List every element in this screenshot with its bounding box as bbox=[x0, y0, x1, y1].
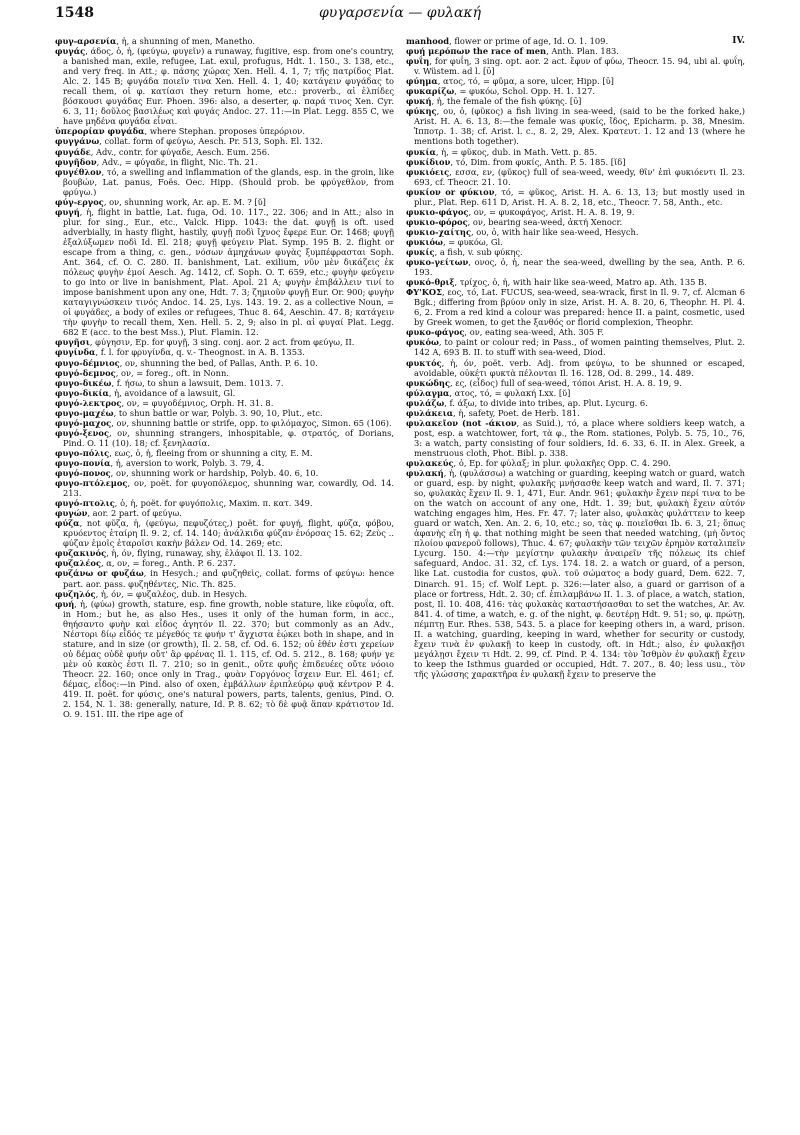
dictionary-entry: ΦΥ'ΚΟΣ, εος, τό, Lat. FUCUS, sea-weed, sea-wrack, first in Il. 9. 7, cf. Alcman 6 Bgk.; differing from βρύον only in size, Arist. H. A. 8. 20, 6, Theophr. H. Pl. 4. 6, 2. From a red kind a colour was prepared: hence II. a paint, cosmetic, used by Greek women, to get the ξανθός or florid complexion, Theophr. bbox=[406, 287, 745, 328]
dictionary-entry: φυζηλός, ἡ, όν, = φυζαλέος, dub. in Hesych. bbox=[55, 588, 248, 599]
section-label: IV. bbox=[732, 36, 745, 46]
dictionary-entry: φυή, ἡ, (φύω) growth, stature, esp. fine growth, noble stature, like εὐφυΐα, oft. in Hom.; but he, as also Hes., uses it only of the human form, in acc., θηήσαντο φυὴν καὶ εἶδος ἀγητόν Il. 22. 370; but commonly as an Adv., Νέστορι δίῳ εἶδός τε μέγεθός τε φυήν τ' ἄγχιστα ἐῴκει both in shape, and in stature, and in size (or growth), Il. 2. 58, cf. Od. 6. 152; οὐ ἑθέν ἐστι χερείων οὐ δέμας οὐδὲ φυήν οὔτ' ἂρ φρένας Il. 1. 115, cf. Od. 5. 212., 8. 168; φυήν γε μὲν οὐ κακὸς ἐστι Il. 7. 210; so in genit., οὔτε φυῆς ἐπιδευέες οὔτε νόοιο Theocr. 22. 160; once only in Trag., φυὰν Γοργόνος ἴσχειν Eur. El. 461; cf. δέμας, εἶδος:—in Pind. also of oxen, ἐμβάλλων ἐριπλεύρῳ φυᾷ κέντρον P. 4. 419. II. poët. for φύσις, one's natural powers, parts, talents, genius, Pind. O. 2. 154, N. 1. 38: generally, nature, Id. P. 8. 62; τὸ δὲ φυᾷ ἅπαν κράτιστον Id. O. 9. 151. III. the ripe age of bbox=[55, 598, 394, 720]
dictionary-entry: φυζάνω or φυζάω, in Hesych.; and φυζηθεὶς, collat. forms of φεύγω: hence part. aor. pass. φυζηθέντες, Nic. Th. 825. bbox=[55, 568, 394, 589]
dictionary-entry: φυγο-δικία, ἡ, avoidance of a lawsuit, Gl. bbox=[55, 387, 236, 398]
dictionary-entry: φυκιόω, = φυκόω, Gl. bbox=[406, 236, 503, 247]
dictionary-entry: φυκίς, a fish, v. sub φύκης. bbox=[406, 246, 523, 257]
dictionary-entry: φυγῆδον, Adv., = φύγαδε, in flight, Nic. Th. 21. bbox=[55, 156, 258, 167]
dictionary-entry: φυγγάνω, collat. form of φεύγω, Aesch. Pr. 513, Soph. El. 132. bbox=[55, 136, 323, 147]
dictionary-entry: φυγο-πόλις, εως, ὁ, ἡ, fleeing from or shunning a city, E. M. bbox=[55, 447, 313, 458]
left-column bbox=[55, 36, 394, 1125]
dictionary-entry: φυγο-πονία, ἡ, aversion to work, Polyb. 3. 79, 4. bbox=[55, 457, 265, 468]
dictionary-entry: φύζα, not φῦζα, ἡ, (φεύγω, πεφυζότες,) poët. for φυγή, flight, φύζα, φόβου, κρυόεντος ἑταίρη Il. 9. 2, cf. 14. 140; ἀνάλκιδα φύζαν ἐνόρσας 15. 62; Ζεὺς .. φύζαν ἐμοῖς ἑταροῖσι κακὴν βάλεν Od. 14. 269; etc. bbox=[55, 518, 394, 549]
dictionary-entry: φυλακεύς, ὁ, Ep. for φύλαξ; in plur. φυλακῆες Opp. C. 4. 290. bbox=[406, 457, 671, 468]
dictionary-entry: φυκιόεις, εσσα, εν, (φῦκος) full of sea-weed, weedy, θῖν' ἐπὶ φυκιόεντι Il. 23. 693, cf. Theocr. 21. 10. bbox=[406, 166, 745, 187]
dictionary-entry: φυκιο-φάγος, ον, = φυκοφάγος, Arist. H. A. 8. 19, 9. bbox=[406, 206, 635, 217]
dictionary-entry: φυλακεῖον (not -άκιον, as Suid.), τό, a place where soldiers keep watch, a post, esp. a watchtower, fort, τὰ φ., the Rom. stationes, Polyb. 5. 75, 10., 76, 3: a watch, party consisting of four soldiers, Id. 6. 33, 6. II. in Alex. Greek, a menstruous cloth, Phot. Bibl. p. 338. bbox=[406, 417, 745, 458]
dictionary-entry: manhood, flower or prime of age, Id. O. 1. 109. bbox=[406, 36, 609, 46]
dictionary-entry: φυκόω, to paint or colour red; in Pass., of women painting themselves, Plut. 2. 142 A, 693 B. II. to stuff with sea-weed, Diod. bbox=[406, 337, 745, 358]
dictionary-entry: φυγών, aor. 2 part. of φεύγω. bbox=[55, 508, 182, 519]
dictionary-entry: ὑπερορίαν φυγάδα, where Stephan. proposes ὑπερόριον. bbox=[55, 126, 305, 137]
dictionary-entry: φυή μερόπων the race of men, Anth. Plan. 183. bbox=[406, 46, 619, 57]
dictionary-entry: φυγο-δικέω, f. ήσω, to shun a lawsuit, Dem. 1013. 7. bbox=[55, 377, 284, 388]
dictionary-entry: φυγίνδα, f. l. for φρυγίνδα, q. v.- Theognost. in A. B. 1353. bbox=[55, 347, 305, 358]
dictionary-entry: φυγ-αρσενία, ἡ, a shunning of men, Manetho. bbox=[55, 36, 256, 46]
dictionary-entry: φυγό-πονος, ον, shunning work or hardship, Polyb. 40. 6, 10. bbox=[55, 468, 319, 479]
dictionary-entry: φυγο-δέμνιος, ον, shunning the bed, of Pallas, Anth. P. 6. 10. bbox=[55, 357, 318, 368]
dictionary-entry: φυγό-μαχος, ον, shunning battle or strife, opp. to φιλόμαχος, Simon. 65 (106). bbox=[55, 417, 392, 428]
dictionary-entry: φυγό-δεμνος, ον, = foreg., oft. in Nonn. bbox=[55, 367, 229, 378]
running-head: φυγαρσενία — φυλακή bbox=[319, 5, 481, 21]
dictionary-entry: φυκιο-χαίτης, ου, ὁ, with hair like sea-weed, Hesych. bbox=[406, 226, 639, 237]
dictionary-entry: φυζακινός, ἡ, όν, flying, runaway, shy, ἐλάφοι Il. 13. 102. bbox=[55, 548, 303, 559]
dictionary-entry: φύγ-εργος, ον, shunning work, Ar. ap. E. M. ? [ῠ] bbox=[55, 196, 266, 207]
dictionary-entry: φυγέθλον, τό, a swelling and inflammation of the glands, esp. in the groin, like βουβών, Lat. panus, Foës. Oec. Hipp. (Should prob. be φρύγεθλον, from φρύγω.) bbox=[55, 166, 394, 197]
dictionary-entry: φυκίδιον, τό, Dim. from φυκίς, Anth. P. 5. 185. [ῐδ] bbox=[406, 156, 626, 167]
dictionary-entry: φυκο-γείτων, ονος, ὁ, ἡ, near the sea-weed, dwelling by the sea, Anth. P. 6. 193. bbox=[406, 257, 745, 278]
dictionary-entry: φυκαρίζω, = φυκόω, Schol. Opp. H. 1. 127. bbox=[406, 86, 595, 97]
dictionary-entry: φυΐη, for φυΐη, 3 sing. opt. aor. 2 act. ἔφυν of φύω, Theocr. 15. 94, ubi al. φυΐη, v. Wüstem. ad l. [ῡ] bbox=[406, 56, 745, 77]
right-column bbox=[406, 36, 745, 1125]
dictionary-entry: φυγο-πτόλεμος, ον, poët. for φυγοπόλεμος, shunning war, cowardly, Od. 14. 213. bbox=[55, 478, 394, 499]
dictionary-entry: φυγῆσι, φύγησιν, Ep. for φυγῇ, 3 sing. conj. aor. 2 act. from φεύγω, II. bbox=[55, 337, 355, 348]
dictionary-entry: φυγό-πτολις, ὁ, ἡ, poët. for φυγόπολις, Maxim. π. κατ. 349. bbox=[55, 498, 313, 509]
dictionary-entry: φυζαλέος, α, ον, = foreg., Anth. P. 6. 237. bbox=[55, 558, 236, 569]
dictionary-entry: φυγό-λεκτρος, ον, = φυγοδέμνιος, Orph. H. 31. 8. bbox=[55, 397, 274, 408]
dictionary-entry: φυγάδε, Adv., contr. for φύγαδε, Aesch. Eum. 256. bbox=[55, 146, 270, 157]
dictionary-entry: φυλακή, ἡ, (φυλάσσω) a watching or guarding, keeping watch or guard, watch or guard, esp. by night, φυλακῆς μνήσασθε keep watch and ward, Il. 7. 371; so, φυλακὰς ἔχειν Il. 9. 1, 471, Eur. Andr. 961; φυλακὴν ἔχειν περί τινα to be on the watch on account of any one, Hdt. 1. 39; but, φυλακὴ ἔχειν αὐτόν watching engages him, Hes. Fr. 47. 7; later also, φυλακὰς φυλάττειν to keep guard or watch, Xen. An. 2. 6, 10, etc.; so, τὰς φ. ποιεῖσθαι Ib. 6. 3, 21; ὅπως ἀφανὴς εἴη ἡ φ. that nothing might be seen that needed watching, (μὴ ὄντος πλοίου φανεροῦ follows), Thuc. 4. 67; φυλακὴν τῶν τειχῶν ἐρημὸν καταλιπεῖν Lycurg. 150. 4:—τὴν μεγίστην φυλακὴν ἀναιρεῖν τῆς πόλεως its chief safeguard, Andoc. 31. 32, cf. Lys. 174. 18. 2. a watch or guard, of a person, like Lat. custodia for custos, φυλ. τοῦ σώματος a body guard, Dem. 622. 7, Dinarch. 91. 15; cf. Wolf Lept. p. 326:—later also, a guard or garrison of a place or fortress, Hdt. 2. 30; cf. ἐπιλαμβάνω II. 1. 3. of place, a watch, station, post, Il. 10. 408, 416: τὰς φυλακὰς καταστήσασθαι to set the watches, Ar. Av. 841. 4. of time, a watch, e. g. of the night, φ. δευτέρῃ Hdt. 9. 51; so, φ. πρώτῃ, πέμπτῃ Eur. Rhes. 538, 543. 5. a place for keeping others in, a ward, prison. II. a watching, guarding, keeping in ward, whether for security or custody, ἔχειν τινὰ ἐν φυλακῇ to keep in custody, oft. in Hdt.; also, ἐν φυλακῇσι μεγάλῃσι ἔχειν τι Hdt. 2. 99, cf. Pind. P. 4. 134: τὸν Ἰσθμὸν ἐν φυλακῇ ἔχειν to keep the Isthmus guarded or occupied, Hdt. 7. 207., 8. 40; less usu., τὸν τῆς γλώσσης χαρακτῆρα ἐν φυλακῇ ἔχειν to preserve the bbox=[406, 468, 745, 679]
dictionary-entry: φυγο-μαχέω, to shun battle or war, Polyb. 3. 90, 10, Plut., etc. bbox=[55, 407, 323, 418]
dictionary-entry: φύκης, ου, ὁ, (φῦκος) a fish living in sea-weed, (said to be the forked hake,) Arist. H. A. 6. 13, 8:—the female was φυκίς, ἴδος, Epicharm. p. 38, Mnesim. Ἱπποτρ. 1. 38; cf. Arist. l. c., 8. 2, 29, Alex. Κρατευτ. 1. 12 and 13 (where he mentions both together). bbox=[406, 106, 745, 147]
dictionary-entry: φυκιο-φόρος, ον, bearing sea-weed, ἀκτή Xenocr. bbox=[406, 216, 623, 227]
two-column-body bbox=[55, 36, 745, 1125]
dictionary-entry: φυγάς, άδος, ὁ, ἡ, (φεύγω, φυγεῖν) a runaway, fugitive, esp. from one's country, a banished man, exile, refugee, Lat. exul, profugus, Hdt. 1. 150., 3. 138, etc., and very freq. in Att.; φ. πάσης χώρας Xen. Hell. 4. 1, 7; τῆς πατρίδος Plat. Alc. 2. 145 B; φυγάδα ποιεῖν τινα Xen. Hell. 4. 1, 40; κατάγειν φυγάδας to recall them, οἱ φ. κατίασι they return home, etc.: proverb., αἱ ἐλπίδες βόσκουσι φυγάδας Eur. Phoen. 396: also, a deserter, φ. παρά τινος Xen. Cyr. 6. 3, 11; δοῦλος βασιλέως καὶ φυγάς Andoc. 27. 11:—in Plat. Legg. 855 C, we have μηδένα φυγάδα εἶναι. bbox=[55, 46, 394, 127]
dictionary-entry: φυκή, ἡ, the female of the fish φύκης. [ῡ] bbox=[406, 96, 582, 107]
dictionary-entry: φυκία, ἡ, = φῦκος, dub. in Math. Vett. p. 85. bbox=[406, 146, 598, 157]
dictionary-entry: φυκό-θριξ, τρίχος, ὁ, ἡ, with hair like sea-weed, Matro ap. Ath. 135 B. bbox=[406, 277, 707, 288]
dictionary-entry: φυκίον or φύκιον, τό, = φῦκος, Arist. H. A. 6. 13, 13; but mostly used in plur., Plat. Rep. 611 D, Arist. H. A. 8. 2, 18, etc., Theocr. 7. 58, Anth., etc. bbox=[406, 186, 745, 207]
dictionary-entry: φυγό-ξενος, ον, shunning strangers, inhospitable, φ. στρατός, of Dorians, Pind. O. 11 (10). 18; cf. ξενηλασία. bbox=[55, 427, 394, 448]
page-number: 1548 bbox=[55, 5, 94, 21]
dictionary-entry: φύημα, ατος, τό, = φῦμα, a sore, ulcer, Hipp. [ῡ] bbox=[406, 76, 614, 87]
dictionary-entry: φυκτός, ἡ, όν, poët. verb. Adj. from φεύγω, to be shunned or escaped, avoidable, οὐκέτι φυκτὰ πέλονται Il. 16. 128, Od. 8. 299., 14. 489. bbox=[406, 357, 745, 378]
dictionary-entry: φυκώδης, ες, (εἶδος) full of sea-weed, τόποι Arist. H. A. 8. 19, 9. bbox=[406, 377, 682, 388]
dictionary-entry: φυλάζω, f. άξω, to divide into tribes, ap. Plut. Lycurg. 6. bbox=[406, 397, 648, 408]
page-header bbox=[55, 5, 745, 24]
dictionary-entry: φυγή, ἡ, flight in battle, Lat. fuga, Od. 10. 117., 22. 306; and in Att.; also in plur. for sing., Eur., etc., Valck. Hipp. 1043: the dat. φυγῇ is oft. used adverbially, in hasty flight, hastily, φυγῇ ποδὶ ἴχνος ἔφερε Eur. Or. 1468; φυγῇ ἐξαλύξωμεν ποδὶ Id. El. 218; φυγῇ φεύγειν Plat. Symp. 195 B. 2. flight or escape from a thing, c. gen., νόσων ἀμηχάνων φυγὰς ξυμπέφρασται Soph. Ant. 364, cf. O. C. 280. II. banishment, Lat. exilium, νῦν μὲν δικάζεις ἐκ πόλεως φυγὴν ἐμοί Aesch. Ag. 1412, cf. Soph. O. T. 659, etc.; φυγὴν φεύγειν to go into or live in banishment, Plat. Apol. 21 A; φυγὴν ἐπιβάλλειν τινί to impose banishment upon any one, Hdt. 7. 3; ζημιοῦν φυγῇ Eur. Or. 900; φυγὴν καταγιγνώσκειν τινός Andoc. 14. 25, Lys. 143. 19. 2. as a collective Noun, = οἱ φυγάδες, a body of exiles or refugees, Thuc 8. 64, Aeschin. 47. 8; κατάγειν τὴν φυγὴν to recall them, Xen. Hell. 5. 2, 9; also in pl. αἱ φυγαί Plat. Legg. 682 E (acc. to the best Mss.), Plut. Flamin. 12. bbox=[55, 206, 394, 338]
dictionary-entry: φυλάκεια, ἡ, safety, Poet. de Herb. 181. bbox=[406, 407, 580, 418]
dictionary-entry: φυκο-φάγος, ον, eating sea-weed, Ath. 305 F. bbox=[406, 327, 604, 338]
dictionary-entry: φύλαγμα, ατος, τό, = φυλακή Lxx. [ῠ] bbox=[406, 387, 571, 398]
